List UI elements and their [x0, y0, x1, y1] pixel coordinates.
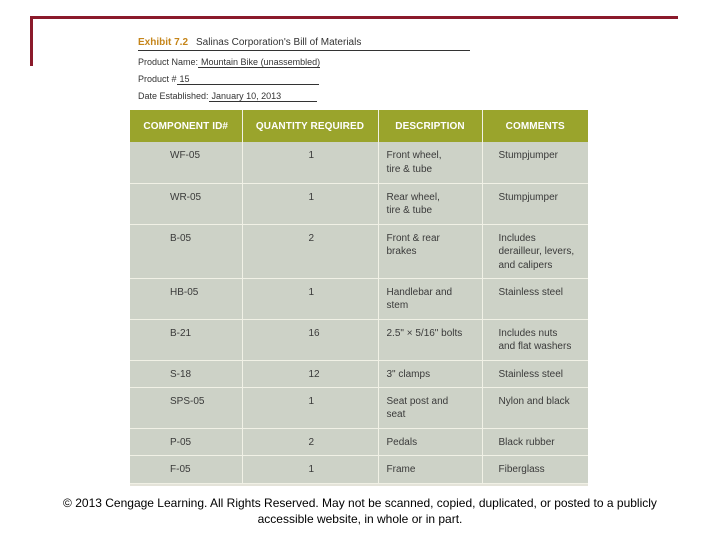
comments-cell: Stumpjumper	[482, 142, 588, 183]
component-id-cell: P-05	[130, 428, 242, 455]
comments-cell: Stainless steel	[482, 360, 588, 387]
component-id-cell: B-21	[130, 319, 242, 360]
product-number-label: Product #	[138, 74, 177, 84]
component-id-cell: SPS-05	[130, 387, 242, 428]
quantity-cell: 1	[242, 278, 378, 319]
component-id-cell: F-05	[130, 455, 242, 483]
description-cell: Frame	[378, 455, 482, 483]
comments-cell: Fiberglass	[482, 455, 588, 483]
description-cell: Seat post and seat	[378, 387, 482, 428]
comments-cell: Black rubber	[482, 428, 588, 455]
quantity-cell: 16	[242, 319, 378, 360]
component-id-cell: B-05	[130, 224, 242, 278]
table-row	[130, 142, 588, 183]
quantity-cell: 1	[242, 183, 378, 224]
date-established-field	[138, 91, 470, 102]
comments-cell: Stainless steel	[482, 278, 588, 319]
product-number-field	[138, 74, 470, 85]
copyright-notice: © 2013 Cengage Learning. All Rights Reserved. May not be scanned, copied, duplicated, or posted to a publicly accessible website, in whole or in part.	[63, 496, 657, 526]
table-row	[130, 360, 588, 387]
table-row	[130, 224, 588, 278]
exhibit-number: Exhibit 7.2	[138, 37, 189, 48]
description-cell: Front wheel, tire & tube	[378, 142, 482, 183]
quantity-cell: 1	[242, 387, 378, 428]
component-id-cell: S-18	[130, 360, 242, 387]
quantity-cell: 1	[242, 142, 378, 183]
quantity-cell: 2	[242, 224, 378, 278]
column-header-comments: COMMENTS	[482, 110, 588, 142]
slide-frame-top-rule	[30, 16, 678, 19]
table-row	[130, 319, 588, 360]
column-header-component-id: COMPONENT ID#	[130, 110, 242, 142]
product-name-field	[138, 57, 470, 68]
component-id-cell: HB-05	[130, 278, 242, 319]
exhibit-title: Salinas Corporation's Bill of Materials	[196, 37, 362, 48]
column-header-quantity: QUANTITY REQUIRED	[242, 110, 378, 142]
quantity-cell: 1	[242, 455, 378, 483]
table-row	[130, 455, 588, 483]
description-cell: Handlebar and stem	[378, 278, 482, 319]
component-id-cell: WR-05	[130, 183, 242, 224]
product-name-value: Mountain Bike (unassembled)	[198, 57, 320, 68]
product-number-value: 15	[177, 74, 319, 85]
description-cell: Rear wheel, tire & tube	[378, 183, 482, 224]
description-cell: 2.5" × 5/16" bolts	[378, 319, 482, 360]
exhibit-title-line	[138, 37, 470, 51]
column-header-description: DESCRIPTION	[378, 110, 482, 142]
table-row	[130, 183, 588, 224]
table-row	[130, 428, 588, 455]
table-row	[130, 278, 588, 319]
quantity-cell: 2	[242, 428, 378, 455]
comments-cell: Nylon and black	[482, 387, 588, 428]
table-header-row	[130, 110, 588, 142]
table-row	[130, 387, 588, 428]
date-established-label: Date Established:	[138, 91, 209, 101]
comments-cell: Includes nuts and flat washers	[482, 319, 588, 360]
description-cell: Pedals	[378, 428, 482, 455]
quantity-cell: 12	[242, 360, 378, 387]
date-established-value: January 10, 2013	[209, 91, 317, 102]
component-id-cell: WF-05	[130, 142, 242, 183]
description-cell: Front & rear brakes	[378, 224, 482, 278]
description-cell: 3" clamps	[378, 360, 482, 387]
product-name-label: Product Name:	[138, 57, 199, 67]
comments-cell: Includes derailleur, levers, and calipers	[482, 224, 588, 278]
slide-frame-left-rule	[30, 16, 33, 66]
bill-of-materials-table	[130, 110, 588, 486]
exhibit-header	[138, 37, 470, 102]
comments-cell: Stumpjumper	[482, 183, 588, 224]
